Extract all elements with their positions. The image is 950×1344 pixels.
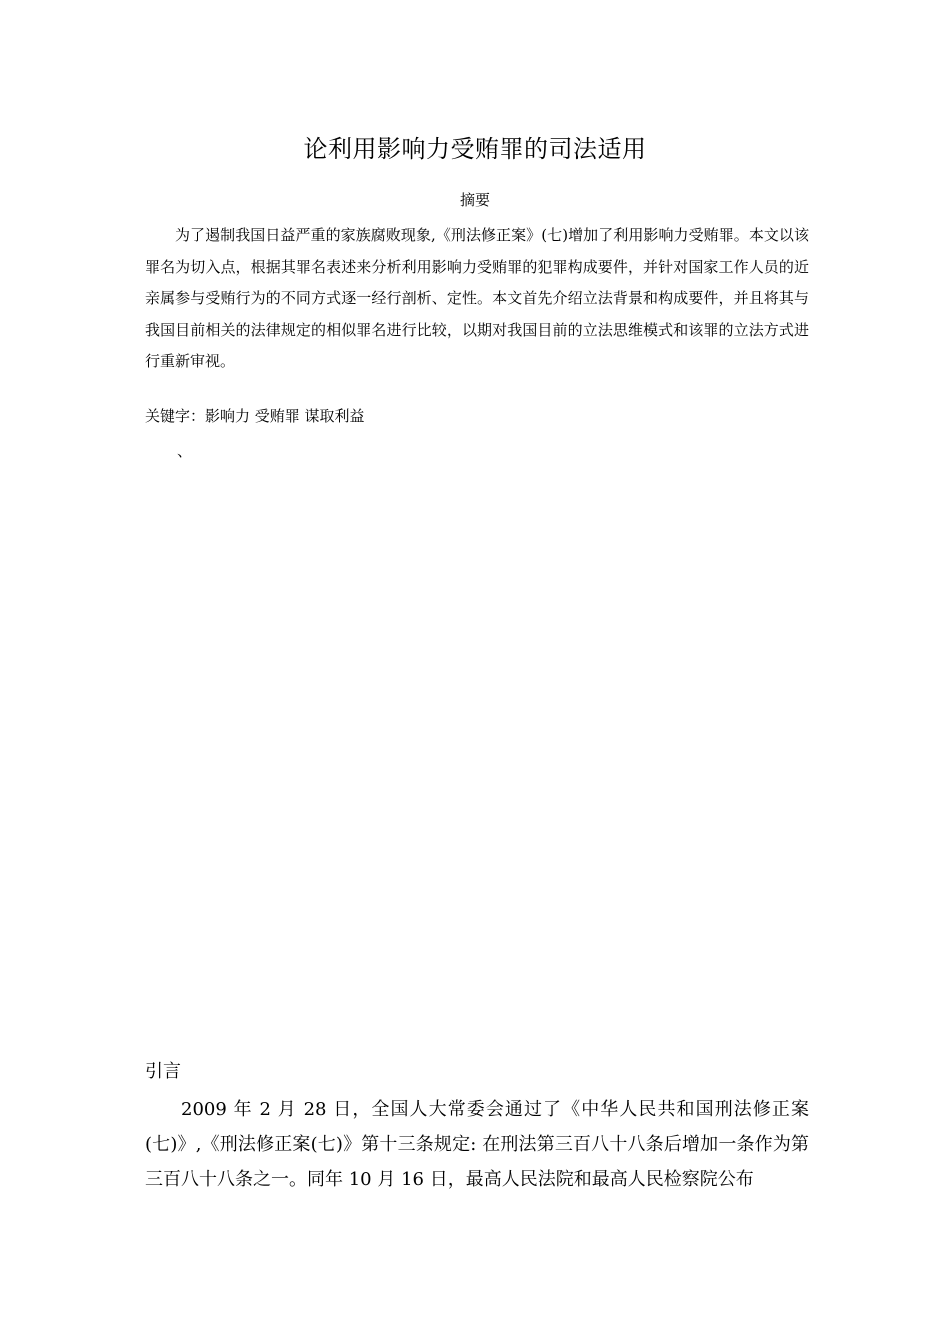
keywords-line: 关键字：影响力 受贿罪 谋取利益 (145, 407, 365, 425)
abstract-heading: 摘要 (459, 191, 490, 209)
intro-heading: 引言 (145, 1061, 181, 1082)
abstract-paragraph: 为了遏制我国日益严重的家族腐败现象,《刑法修正案》(七)增加了利用影响力受贿罪。本文以该罪名为切入点，根据其罪名表述来分析利用影响力受贿罪的犯罪构成要件，并针对国家工作人员的近亲属参与受贿行为的不同方式逐一经行剖析、定性。本文首先介绍立法背景和构成要件，并且将其与我国目前相关的法律规定的相似罪名进行比较，以期对我国目前的立法思维模式和该罪的立法方式进行重新审视。 (145, 226, 809, 371)
stray-punctuation-mark: 、 (177, 442, 193, 460)
intro-paragraph: 2009 年 2 月 28 日，全国人大常委会通过了《中华人民共和国刑法修正案(七)》,《刑法修正案(七)》第十三条规定: 在刑法第三百八十八条后增加一条作为第三百八十八条之一。同年 10 月 16 日，最高人民法院和最高人民检察院公布 (145, 1099, 809, 1190)
document-title: 论利用影响力受贿罪的司法适用 (303, 135, 647, 163)
